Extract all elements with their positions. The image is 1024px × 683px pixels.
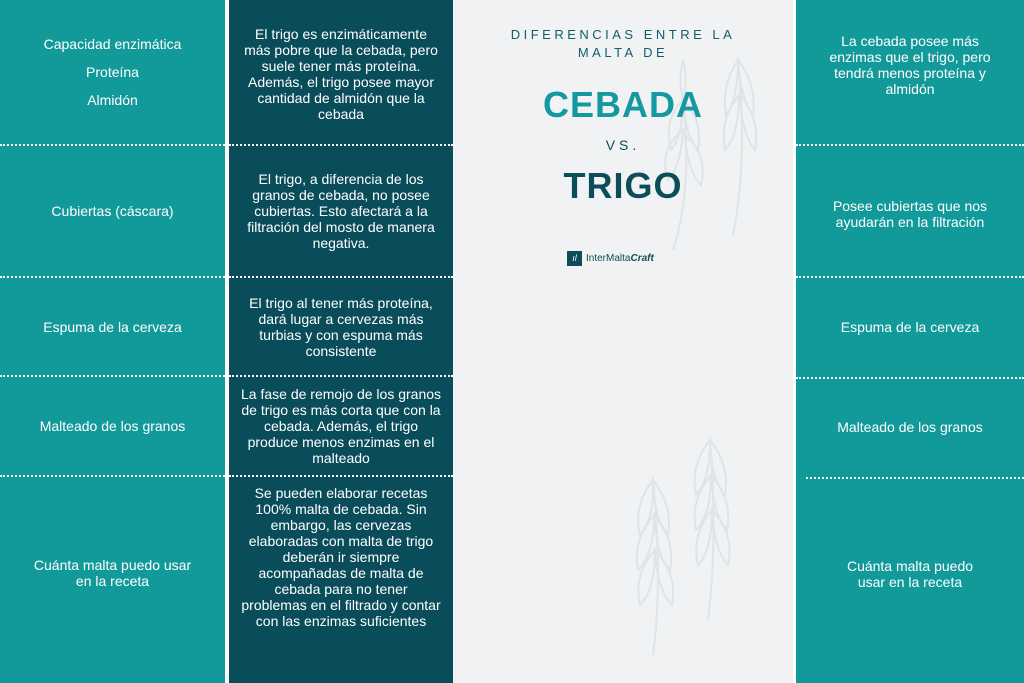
intermalta-logo [567, 251, 654, 266]
wheat-row-amount [229, 477, 453, 637]
title-subheading [453, 26, 793, 62]
wheat-row-enzymes [229, 0, 453, 144]
wheat-row-foam [229, 278, 453, 375]
right-row-amount [796, 479, 1024, 669]
right-row-husk [796, 146, 1024, 282]
wheat-column [229, 0, 453, 683]
left-row-husk: Cubiertas (cáscara) [51, 203, 174, 219]
left-column [0, 0, 225, 683]
wheat-stalk-icon [618, 420, 748, 660]
title-vs: VS. [605, 137, 641, 153]
title-cebada: CEBADA [542, 84, 703, 125]
right-text-amount: Cuánta malta puedo usar en la receta [846, 558, 974, 590]
right-row-malting: Malteado de los granos [837, 419, 983, 435]
logo-text-script: Craft [630, 253, 654, 264]
center-title-panel [453, 0, 793, 683]
right-row-foam: Espuma de la cerveza [840, 318, 980, 335]
logo-text-main: InterMalta [586, 253, 631, 264]
wheat-text-amount: Se pueden elaborar recetas 100% malta de cebada. Sin embargo, las cervezas elaboradas con malta de trigo deberán ir siempre acompañadas de malta de cebada para no tener problemas en el filtrado y contar con las enzimas suficientes [241, 485, 441, 629]
left-label-starch: Almidón [87, 92, 138, 108]
left-label-amount: Cuánta malta puedo usar en la receta [33, 557, 192, 589]
left-label-protein: Proteína [86, 64, 139, 80]
wheat-text-malting: La fase de remojo de los granos de trigo es más corta que con la cebada. Además, el trigo produce menos enzimas en el malteado [241, 386, 442, 466]
wheat-row-malting [229, 377, 453, 475]
wheat-text-foam: El trigo al tener más proteína, dará lugar a cervezas más turbias y con espuma más consistente [249, 294, 433, 359]
left-label-enzymes: Capacidad enzimática [43, 36, 182, 52]
left-row-malting: Malteado de los granos [39, 418, 186, 434]
left-row-enzymes [0, 0, 225, 144]
logo-mark-icon: ıl [567, 251, 582, 266]
title-trigo: TRIGO [563, 165, 683, 206]
right-column [796, 0, 1024, 683]
logo-text [586, 253, 654, 264]
right-row-enzymes [796, 0, 1024, 130]
wheat-row-husk [229, 146, 453, 276]
left-row-amount [0, 477, 225, 669]
wheat-text-husk: El trigo, a diferencia de los granos de cebada, no posee cubiertas. Esto afectará a la filtración del mosto de manera negativa. [247, 171, 435, 251]
title-line-1: DIFERENCIAS ENTRE LA [510, 27, 736, 42]
title-line-2: MALTA DE [577, 45, 669, 60]
right-text-husk: Posee cubiertas que nos ayudarán en la filtración [832, 198, 988, 230]
right-text-enzymes: La cebada posee más enzimas que el trigo, pero tendrá menos proteína y almidón [829, 33, 991, 97]
wheat-text-enzymes: El trigo es enzimáticamente más pobre que la cebada, pero suele tener más proteína. Además, el trigo posee mayor cantidad de almidón que la cebada [244, 26, 438, 122]
left-row-foam: Espuma de la cerveza [43, 318, 182, 335]
